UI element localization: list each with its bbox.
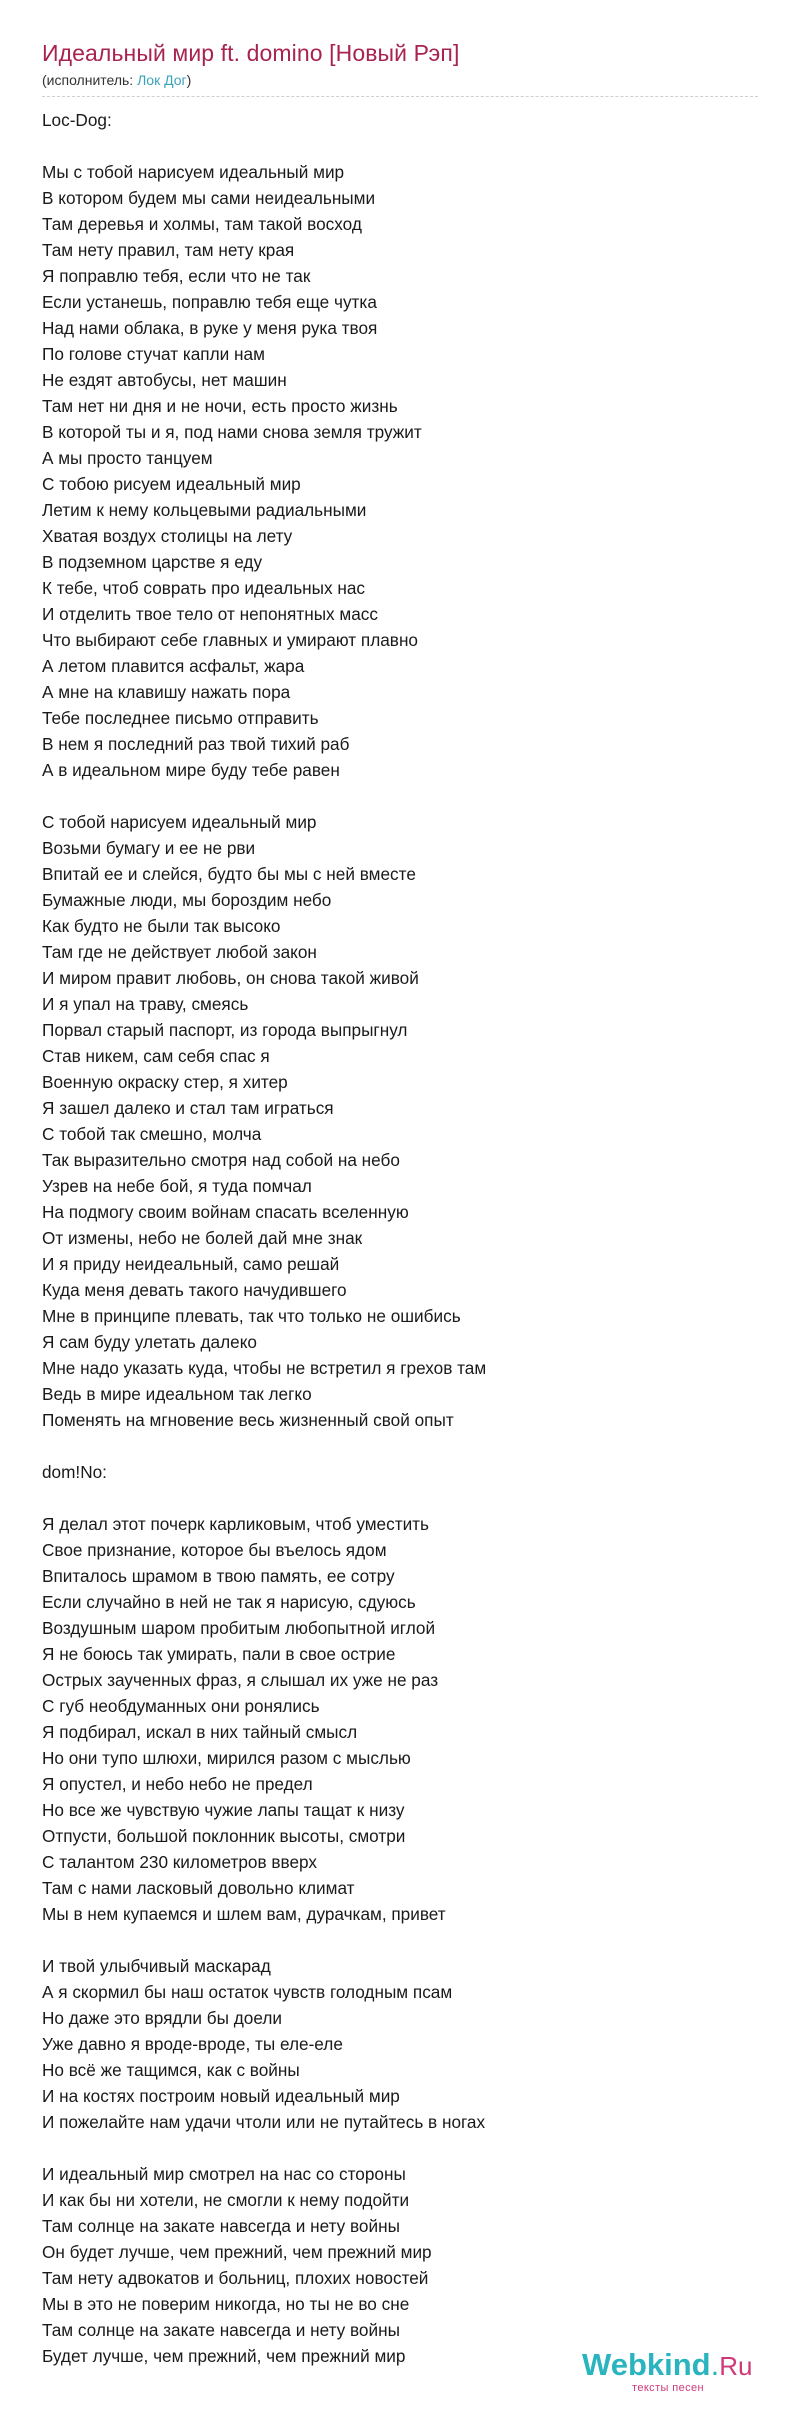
lyric-line: По голове стучат капли нам	[42, 344, 265, 364]
lyric-line: Острых заученных фраз, я слышал их уже не раз	[42, 1670, 439, 1690]
lyric-line: Он будет лучше, чем прежний, чем прежний мир	[42, 2242, 432, 2262]
stanza-gap	[42, 133, 758, 159]
lyric-line: Там деревья и холмы, там такой восход	[42, 214, 362, 234]
lyric-line: Если устанешь, поправлю тебя еще чутка	[42, 292, 377, 312]
lyric-line: Тебе последнее письмо отправить	[42, 708, 319, 728]
lyric-line: Над нами облака, в руке у меня рука твоя	[42, 318, 378, 338]
lyric-line: Мне надо указать куда, чтобы не встретил я грехов там	[42, 1358, 487, 1378]
lyric-line: С губ необдуманных они ронялись	[42, 1696, 320, 1716]
lyric-line: К тебе, чтоб соврать про идеальных нас	[42, 578, 366, 598]
stanza-gap	[42, 1927, 758, 1953]
artist-suffix: )	[186, 72, 192, 88]
lyric-line: Хватая воздух столицы на лету	[42, 526, 293, 546]
page-content	[42, 38, 758, 2369]
lyric-line: А мне на клавишу нажать пора	[42, 682, 291, 702]
lyric-line: И идеальный мир смотрел на нас со стороны	[42, 2164, 406, 2184]
lyric-line: Я зашел далеко и стал там играться	[42, 1098, 334, 1118]
lyric-line: Там солнце на закате навсегда и нету войны	[42, 2216, 400, 2236]
lyric-line: Если случайно в ней не так я нарисую, сдуюсь	[42, 1592, 416, 1612]
lyric-line: Я сам буду улетать далеко	[42, 1332, 257, 1352]
lyric-line: С тобой так смешно, молча	[42, 1124, 262, 1144]
lyric-line: В подземном царстве я еду	[42, 552, 263, 572]
lyric-line: Там где не действует любой закон	[42, 942, 317, 962]
lyric-line: Но даже это врядли бы доели	[42, 2008, 282, 2028]
lyric-line: От измены, небо не болей дай мне знак	[42, 1228, 363, 1248]
lyric-line: Впитай ее и слейся, будто бы мы с ней вместе	[42, 864, 416, 884]
lyric-line: Мы в нем купаемся и шлем вам, дурачкам, привет	[42, 1904, 446, 1924]
logo-web-text: Webkind	[582, 2347, 711, 2382]
lyric-line: И я приду неидеальный, само решай	[42, 1254, 340, 1274]
lyric-line: Я поправлю тебя, если что не так	[42, 266, 311, 286]
lyric-line: Свое признание, которое бы въелось ядом	[42, 1540, 387, 1560]
lyric-line: И твой улыбчивый маскарад	[42, 1956, 271, 1976]
lyric-line: Но всё же тащимся, как с войны	[42, 2060, 300, 2080]
lyric-line: В нем я последний раз твой тихий раб	[42, 734, 350, 754]
lyric-line: Я опустел, и небо небо не предел	[42, 1774, 313, 1794]
lyric-line: Бумажные люди, мы бороздим небо	[42, 890, 332, 910]
lyric-line: Впиталось шрамом в твою память, ее сотру	[42, 1566, 395, 1586]
lyric-line: Так выразительно смотря над собой на небо	[42, 1150, 400, 1170]
lyric-line: Там нету правил, там нету края	[42, 240, 295, 260]
lyric-line: С талантом 230 километров вверх	[42, 1852, 317, 1872]
lyric-line: Но они тупо шлюхи, мирился разом с мыслью	[42, 1748, 411, 1768]
lyric-line: Как будто не были так высоко	[42, 916, 281, 936]
lyric-line: В котором будем мы сами неидеальными	[42, 188, 376, 208]
stanza-gap	[42, 783, 758, 809]
lyric-line: На подмогу своим войнам спасать вселенную	[42, 1202, 409, 1222]
lyric-line: И миром правит любовь, он снова такой живой	[42, 968, 419, 988]
lyric-line: Там нету адвокатов и больниц, плохих новостей	[42, 2268, 429, 2288]
lyric-line: Будет лучше, чем прежний, чем прежний мир	[42, 2346, 406, 2366]
lyric-line: Там солнце на закате навсегда и нету войны	[42, 2320, 400, 2340]
lyric-line: А в идеальном мире буду тебе равен	[42, 760, 340, 780]
lyric-line: Став никем, сам себя спас я	[42, 1046, 270, 1066]
lyric-line: Куда меня девать такого начудившего	[42, 1280, 347, 1300]
logo-tagline: тексты песен	[632, 2382, 705, 2394]
lyric-line: Я не боюсь так умирать, пали в свое острие	[42, 1644, 396, 1664]
lyric-line: Поменять на мгновение весь жизненный свой опыт	[42, 1410, 454, 1430]
stanza-gap	[42, 1433, 758, 1459]
lyric-line: В которой ты и я, под нами снова земля тружит	[42, 422, 422, 442]
logo-wordmark	[582, 2347, 752, 2384]
stanza-gap	[42, 1485, 758, 1511]
stanza-gap	[42, 2135, 758, 2161]
logo-dot-text: .	[710, 2347, 720, 2382]
lyric-line: Мы в это не поверим никогда, но ты не во сне	[42, 2294, 410, 2314]
lyric-line: Мы с тобой нарисуем идеальный мир	[42, 162, 345, 182]
lyric-line: Я подбирал, искал в них тайный смысл	[42, 1722, 358, 1742]
lyric-line: Loc-Dog:	[42, 110, 112, 130]
artist-link[interactable]: Лок Дог	[137, 72, 187, 88]
lyric-line: А мы просто танцуем	[42, 448, 213, 468]
lyric-line: Что выбирают себе главных и умирают плавно	[42, 630, 418, 650]
lyric-line: И я упал на траву, смеясь	[42, 994, 249, 1014]
lyric-line: С тобой нарисуем идеальный мир	[42, 812, 317, 832]
song-title: Идеальный мир ft. domino [Новый Рэп]	[42, 40, 460, 66]
artist-line	[42, 70, 758, 90]
lyric-line: Мне в принципе плевать, так что только не ошибись	[42, 1306, 461, 1326]
lyric-line: Отпусти, большой поклонник высоты, смотри	[42, 1826, 406, 1846]
lyric-line: Узрев на небе бой, я туда помчал	[42, 1176, 312, 1196]
title-divider	[42, 96, 758, 97]
lyric-line: dom!No:	[42, 1462, 107, 1482]
lyric-line: Не ездят автобусы, нет машин	[42, 370, 287, 390]
lyric-line: Военную окраску стер, я хитер	[42, 1072, 288, 1092]
lyric-line: И на костях построим новый идеальный мир	[42, 2086, 400, 2106]
lyric-line: Там нет ни дня и не ночи, есть просто жизнь	[42, 396, 398, 416]
lyric-line: Летим к нему кольцевыми радиальными	[42, 500, 367, 520]
lyrics-text	[42, 107, 758, 2369]
lyric-line: Там с нами ласковый довольно климат	[42, 1878, 355, 1898]
lyric-line: Уже давно я вроде-вроде, ты еле-еле	[42, 2034, 343, 2054]
lyric-line: И пожелайте нам удачи чтоли или не путайтесь в ногах	[42, 2112, 486, 2132]
lyric-line: А летом плавится асфальт, жара	[42, 656, 305, 676]
logo-ru-text: Ru	[719, 2351, 753, 2381]
webkind-logo[interactable]	[582, 2347, 772, 2397]
artist-prefix: (исполнитель:	[42, 72, 138, 88]
lyric-line: Но все же чувствую чужие лапы тащат к низу	[42, 1800, 405, 1820]
lyric-line: Ведь в мире идеальном так легко	[42, 1384, 312, 1404]
lyric-line: Порвал старый паспорт, из города выпрыгнул	[42, 1020, 408, 1040]
lyric-line: Я делал этот почерк карликовым, чтоб уместить	[42, 1514, 430, 1534]
lyric-line: Возьми бумагу и ее не рви	[42, 838, 256, 858]
lyric-line: С тобою рисуем идеальный мир	[42, 474, 301, 494]
lyric-line: И отделить твое тело от непонятных масс	[42, 604, 378, 624]
lyric-line: А я скормил бы наш остаток чувств голодным псам	[42, 1982, 453, 2002]
lyric-line: И как бы ни хотели, не смогли к нему подойти	[42, 2190, 410, 2210]
lyric-line: Воздушным шаром пробитым любопытной иглой	[42, 1618, 436, 1638]
